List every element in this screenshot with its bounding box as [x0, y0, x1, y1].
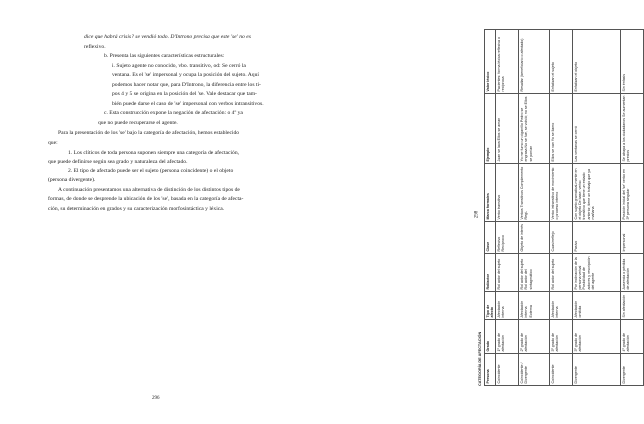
column-header: Valor léxico — [484, 30, 496, 94]
column-header: Marca formales — [484, 164, 496, 222]
column-header: Ejemplo — [484, 94, 496, 164]
column-header: Clase — [484, 222, 496, 254]
table-cell: Coincidente — [550, 354, 573, 386]
table-cell: 3º grado de afectación — [572, 320, 620, 354]
table-cell: Las ventanas se cerró — [572, 94, 620, 164]
table-cell: Rol actor del sujeto — [496, 254, 519, 292]
table-cell: 1º grado de afectación — [496, 320, 519, 354]
table-header-row — [484, 30, 496, 386]
table-cell: Con sujeto gramatical-mente en el objeto De base, verbo transitivo que tiene un estado anterior, tiene un trabajo que ya mañana — [572, 164, 620, 222]
text-line: que no puede recuperarse el agente. — [98, 120, 178, 126]
table-cell: Reflexivo Recíproco — [496, 222, 519, 254]
table-cell: Pasivo — [572, 222, 620, 254]
text-line: ción, su determinación en grados y su caracterización morfosintáctica y léxica. — [48, 206, 225, 212]
table-cell: Objeto de interés — [518, 222, 549, 254]
column-header: Tipo de afecto — [484, 292, 496, 320]
table-cell: Ausencia o pérdida de afectación — [620, 254, 643, 292]
table-row — [518, 30, 549, 386]
column-header: Rol/actor — [484, 254, 496, 292]
page-number-right: 298 — [474, 210, 480, 219]
table-cell: Divergente — [620, 354, 643, 386]
table-cell: Enfatizan el sujeto — [550, 30, 573, 94]
table-body — [496, 30, 643, 386]
table-cell: Rol actor del sujeto Rol actor del sintagmático — [518, 254, 549, 292]
table-cell: Verbos Transitivos Complemento Regi- — [518, 164, 549, 222]
text-line: i. Sujeto agente no conocido, vbo. transitivo, od: Se cerró la — [112, 63, 246, 69]
text-line: (persona divergente). — [48, 177, 96, 183]
table-cell: Pacientes: forma léxica reflexiva o recíproca — [496, 30, 519, 94]
table-cell: Cuasirreflejo — [550, 222, 573, 254]
table-row — [572, 30, 620, 386]
affectation-table — [477, 29, 644, 386]
table-cell: Verbo intransitivo de movimiento o proceso interno — [550, 164, 573, 222]
table-row — [620, 30, 643, 386]
table-cell: 2º grado de afectación — [518, 320, 549, 354]
table-cell: Verbo transitivo — [496, 164, 519, 222]
text-line: 2. El tipo de afectado puede ser el sujeto (persona coincidente) o el objeto — [68, 168, 234, 174]
table-cell: Sin énfasis — [620, 30, 643, 94]
column-header: Persona — [484, 354, 496, 386]
table-cell: Se atrapa a los ciudadanos Se aumentan precios — [620, 94, 643, 164]
table-cell: Enfatizan el objeto — [572, 30, 620, 94]
table-cell: Sin afectación — [620, 292, 643, 320]
text-line: formas, de donde se desprende la ubicación de los 'se', basada en la categoría de afecta- — [48, 196, 244, 202]
table-cell: Por inclinación de la persona verbal Posibilidad de actores y rescripción del agente — [572, 254, 620, 292]
table-cell: 4º grado de afectación — [620, 320, 643, 354]
right-page — [300, 0, 631, 424]
table-cell: Juan se lava Ellos se aman — [496, 94, 519, 164]
text-line: c. Esta construcción expone la negación de afectación: o 4º ya — [104, 110, 243, 116]
table-cell: Yo me fumo un cigarrillo Pedro se engrasa No se fue, se volvió; no se Ellos se ponían — [518, 94, 549, 164]
text-line: Para la presentación de los 'se' bajo la categoría de afectación, hemos establecido — [58, 130, 240, 136]
rotated-table-container — [477, 30, 637, 386]
table-row — [550, 30, 573, 386]
table-cell: Afectación interna — [550, 292, 573, 320]
text-line: A continuación presentamos una alternativa de distinción de los distintos tipos de — [58, 187, 240, 193]
text-line: reflexivo. — [84, 44, 106, 50]
table-cell: Afectación interna — [496, 292, 519, 320]
left-page — [0, 0, 300, 424]
table-cell: Rol actor del sujeto — [550, 254, 573, 292]
text-line: que: — [48, 140, 58, 146]
table-cell: Impersonal — [620, 222, 643, 254]
column-header: Grado — [484, 320, 496, 354]
table-caption: CATEGORÍA DE AFECTACIÓN — [478, 331, 482, 386]
table-cell: Posición inicial del 'se' verbo en 3ª persona singular — [620, 164, 643, 222]
text-line: que puede definirse según sea grado y naturaleza del afectado. — [48, 159, 188, 165]
text-line: podemos hacer notar que, para D'Introno, la diferencia entre los ti- — [112, 82, 261, 88]
text-line: pos 4 y 5 se origina en la posición del 'se. Vale destacar que tam- — [112, 91, 257, 97]
table-cell: Divergente — [572, 354, 620, 386]
table-cell: Ellos se van Yo se llamo — [550, 94, 573, 164]
table-cell: Afectación omitida — [572, 292, 620, 320]
text-line: b. Presenta las siguientes características estructurales: — [104, 53, 225, 59]
table-cell: Resaltar (beneficiario o afectado) — [518, 30, 549, 94]
table-cell: Coincidente / Divergente — [518, 354, 549, 386]
table-cell: Coincidente — [496, 354, 519, 386]
text-line: bién puede darse el caso de 'se' impersonal con verbos intransitivos. — [112, 101, 264, 107]
text-line: 1. Los clíticos de toda persona suponen siempre una categoría de afectación, — [68, 150, 240, 156]
table-cell: 3º grado de afectación — [550, 320, 573, 354]
page-number-left: 296 — [152, 396, 160, 401]
table-cell: Afectación interna Externa — [518, 292, 549, 320]
text-line: ventana. Es el 'se' impersonal y ocupa la posición del sujeto. Aquí — [112, 72, 259, 78]
text-line: dice que habrá crisis? se vendió todo. D'Introno precisa que este 'se' no es — [84, 34, 251, 40]
table-row — [496, 30, 519, 386]
